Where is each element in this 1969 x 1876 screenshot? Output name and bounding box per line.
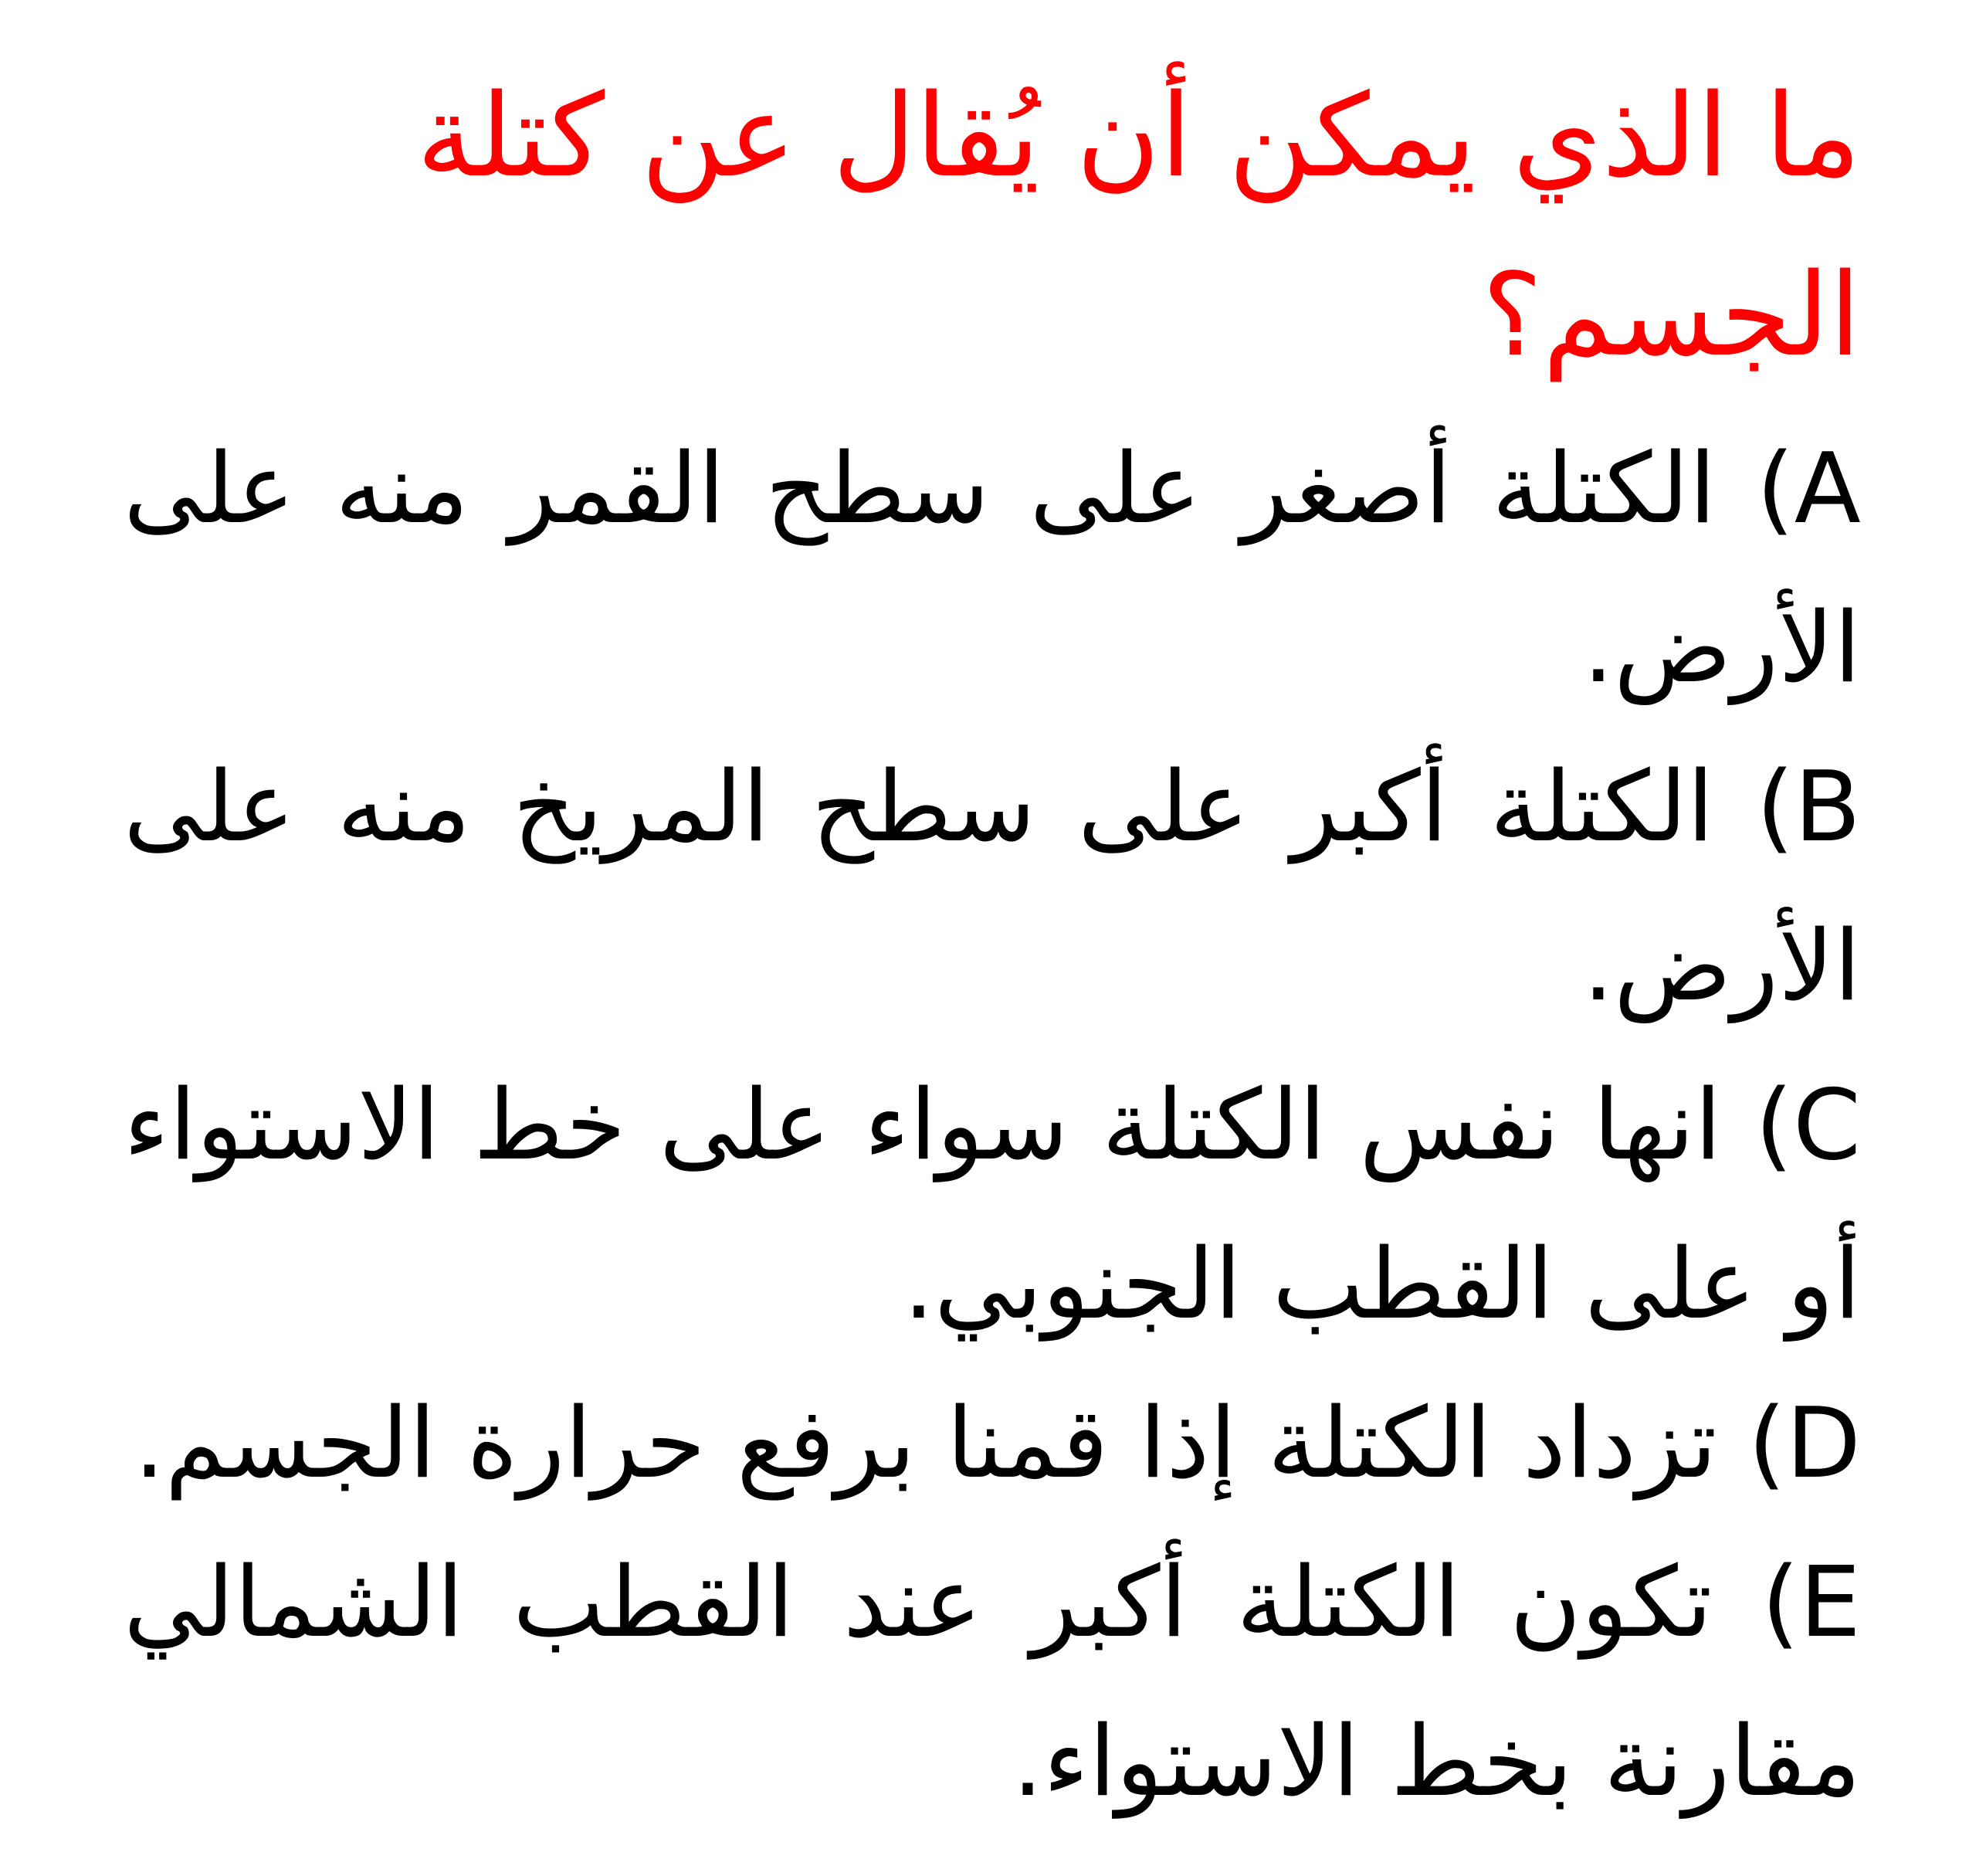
question-text: ما الذي يمكن أن يُقال عن كتلة الجسم؟ [416,70,1861,382]
option-a-letter: A) [1756,432,1861,545]
option-d [124,1364,1861,1523]
option-e-text: تكون الكتلة أكبر عند القطب الشمالي مقارنة بخط الاستواء. [124,1545,1861,1818]
option-b-letter: B) [1756,750,1861,863]
option-a [124,409,1861,728]
quiz-content [124,46,1861,1841]
option-c-text: انها نفس الكتلة سواء على خط الاستواء أو على القطب الجنوبي. [124,1068,1861,1341]
option-b-text: الكتلة أكبر على سطح المريخ منه على الأرض. [124,750,1861,1023]
option-c [124,1046,1861,1364]
option-e-letter: E) [1761,1545,1861,1659]
option-d-text: تزداد الكتلة إذا قمنا برفع حرارة الجسم. [134,1386,1717,1500]
option-b [124,728,1861,1046]
option-d-letter: D) [1747,1386,1861,1500]
option-c-letter: C) [1754,1068,1861,1182]
option-e [124,1523,1861,1841]
answer-options [124,409,1861,1841]
option-a-text: الكتلة أصغر على سطح القمر منه على الأرض. [124,432,1861,704]
